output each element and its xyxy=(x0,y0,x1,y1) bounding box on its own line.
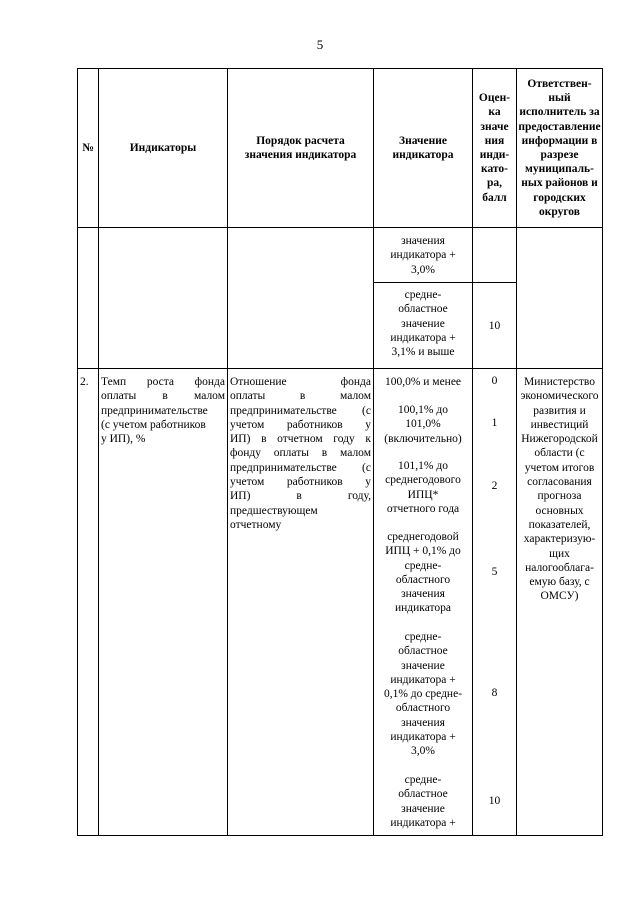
continuation-score: 10 xyxy=(488,320,501,332)
value-range-3: 101,1% до среднегодового ИПЦ* отчетного года xyxy=(385,460,461,515)
score-value: 1 xyxy=(491,417,498,429)
score-value: 10 xyxy=(488,795,501,807)
page-number: 5 xyxy=(316,37,324,52)
indicator-name: Темп роста фонда оплаты в малом предпринимательстве (с учетом работников у ИП), % xyxy=(101,376,225,446)
indicator-table xyxy=(77,68,603,836)
continuation-value-1: значения индикатора + 3,0% xyxy=(390,235,456,276)
calc-order: Отношение фонда оплаты в малом предпринимательстве (с учетом работников у ИП) в отчетном году к фонду оплаты в малом предпринимательстве (с учетом работников у ИП) в году, предшествующем отчетному xyxy=(230,376,371,531)
score-value: 8 xyxy=(491,687,498,699)
continuation-value-2: средне- областное значение индикатора + 3,1% и выше xyxy=(390,289,456,359)
header-divider xyxy=(77,227,603,228)
value-range-2: 100,1% до 101,0% (включительно) xyxy=(384,404,462,445)
score-value: 2 xyxy=(491,480,498,492)
header-indicator-value: Значение индикатора xyxy=(392,134,454,161)
table-border-bottom xyxy=(77,835,603,836)
header-responsible: Ответствен- ный исполнитель за предоставление информации в разрезе муниципаль- ных районов и городских округов xyxy=(518,77,601,218)
header-indicators: Индикаторы xyxy=(129,141,197,154)
row-divider xyxy=(77,368,603,369)
value-range-5: средне- областное значение индикатора + 0,1% до средне- областного значения индикатора + 3,0% xyxy=(383,631,463,758)
row-divider xyxy=(373,282,517,283)
responsible-executor: Министерство экономического развития и инвестиций Нижегородской области (с учетом итогов согласования прогноза основных показателей, характеризую- щих налогооблага- емую базу, с ОМСУ) xyxy=(520,376,599,603)
value-range-4: среднегодовой ИПЦ + 0,1% до средне- областного значения индикатора xyxy=(385,531,461,615)
score-value: 5 xyxy=(491,566,498,578)
value-range-1: 100,0% и менее xyxy=(384,376,462,388)
value-range-6: средне- областное значение индикатора + xyxy=(390,774,456,829)
table-border-right xyxy=(602,68,603,836)
row-number: 2. xyxy=(80,376,89,388)
header-number: № xyxy=(82,141,94,154)
score-value: 0 xyxy=(491,375,498,387)
header-calc-order: Порядок расчета значения индикатора xyxy=(244,134,357,161)
header-score: Оцен- ка значе ния инди- като- ра, балл xyxy=(478,92,511,204)
